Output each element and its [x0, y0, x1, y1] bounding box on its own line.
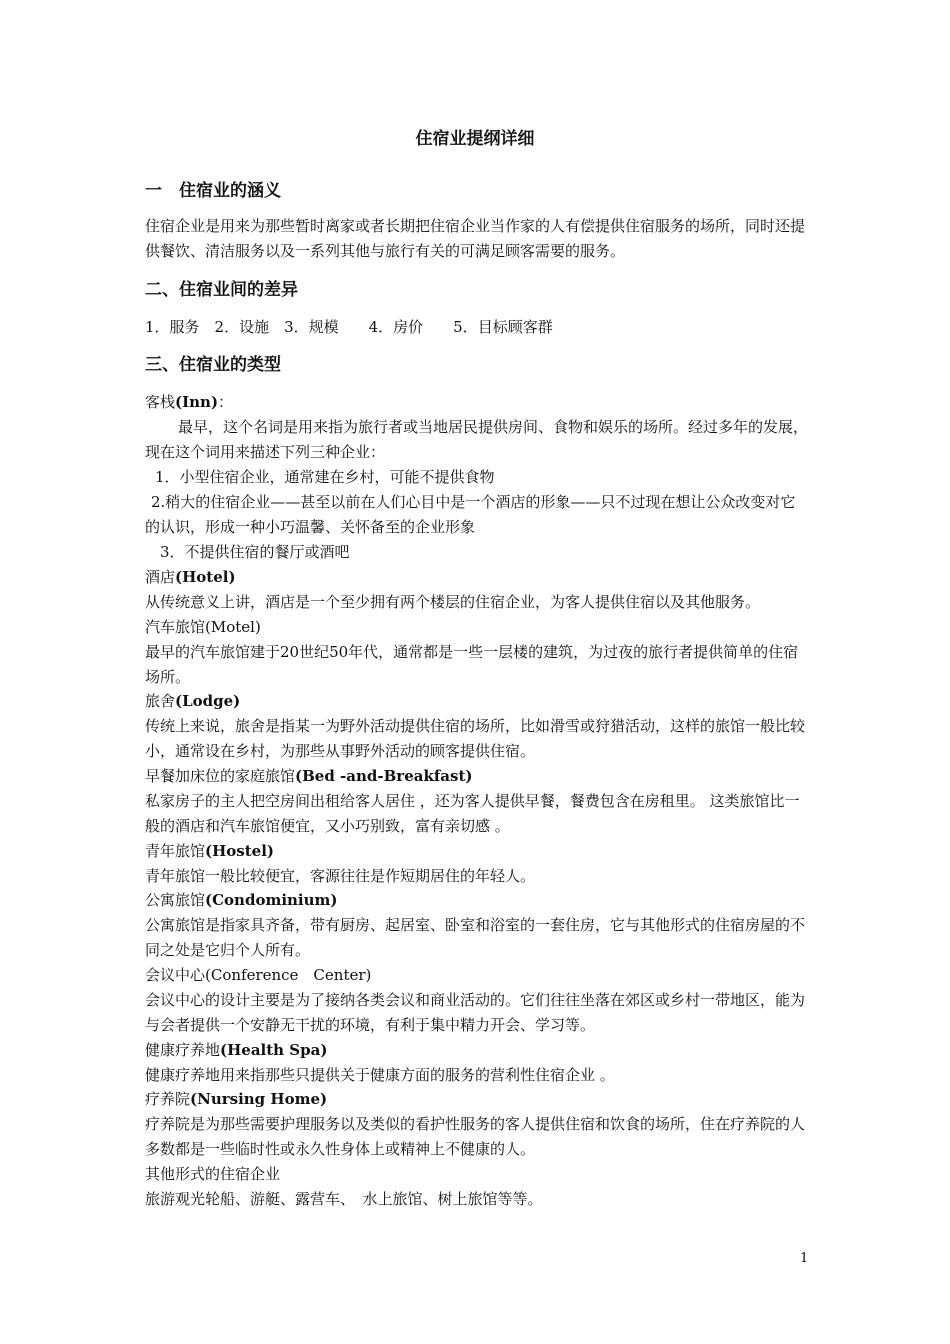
type-bnb-heading: 早餐加床位的家庭旅馆(Bed -and-Breakfast): [145, 767, 473, 785]
type-hostel-paragraph: 青年旅馆一般比较便宜，客源往往是作短期居住的年轻人。: [145, 867, 536, 885]
type-inn-paragraph: 最早，这个名词是用来指为旅行者或当地居民提供房间、食物和娱乐的场所。经过多年的发展，现在这个词用来描述下列三种企业：: [145, 418, 809, 461]
type-other-paragraph: 旅游观光轮船、游艇、露营车、 水上旅馆、树上旅馆等等。: [145, 1190, 543, 1208]
type-condo-heading: 公寓旅馆(Condominium): [145, 891, 338, 909]
section-1-heading: 一 住宿业的涵义: [145, 181, 281, 201]
type-hotel-paragraph: 从传统意义上讲，酒店是一个至少拥有两个楼层的住宿企业，为客人提供住宿以及其他服务。: [145, 593, 761, 611]
inn-item-1: 1．小型住宿企业，通常建在乡村，可能不提供食物: [155, 468, 495, 486]
type-other-heading: 其他形式的住宿企业: [145, 1165, 281, 1183]
type-condo-paragraph: 公寓旅馆是指家具齐备，带有厨房、起居室、卧室和浴室的一套住房，它与其他形式的住宿房屋的不同之处是它归个人所有。: [145, 916, 806, 959]
type-bnb-paragraph: 私家房子的主人把空房间出租给客人居住 ，还为客人提供早餐，餐费包含在房租里。 这类旅馆比一般的酒店和汽车旅馆便宜，又小巧别致，富有亲切感 。: [145, 792, 800, 835]
inn-item-3: 3．不提供住宿的餐厅或酒吧: [160, 543, 350, 561]
type-nursing-heading: 疗养院(Nursing Home): [145, 1090, 328, 1108]
type-conference-paragraph: 会议中心的设计主要是为了接纳各类会议和商业活动的。它们往往坐落在郊区或乡村一带地区，能为与会者提供一个安静无干扰的环境，有利于集中精力开会、学习等。: [145, 991, 806, 1034]
document-title: 住宿业提纲详细: [415, 129, 535, 149]
section-3-heading: 三、住宿业的类型: [145, 355, 281, 375]
type-spa-heading: 健康疗养地(Health Spa): [145, 1041, 328, 1059]
type-hostel-heading: 青年旅馆(Hostel): [145, 842, 275, 860]
type-lodge-heading: 旅舍(Lodge): [145, 692, 241, 710]
type-motel-heading: 汽车旅馆(Motel): [145, 618, 261, 636]
section-2-heading: 二、住宿业间的差异: [145, 280, 298, 300]
page-number: 1: [800, 1251, 809, 1266]
type-motel-paragraph: 最早的汽车旅馆建于20世纪50年代，通常都是一些一层楼的建筑，为过夜的旅行者提供简单的住宿场所。: [145, 643, 799, 686]
inn-item-2: 2.稍大的住宿企业——甚至以前在人们心目中是一个酒店的形象——只不过现在想让公众改变对它的认识，形成一种小巧温馨、关怀备至的企业形象: [145, 493, 796, 536]
type-conference-heading: 会议中心(Conference Center): [145, 966, 372, 984]
type-nursing-paragraph: 疗养院是为那些需要护理服务以及类似的看护性服务的客人提供住宿和饮食的场所，住在疗养院的人多数都是一些临时性或永久性身体上或精神上不健康的人。: [145, 1115, 806, 1158]
differences-list: 1．服务 2．设施 3．规模 4．房价 5．目标顾客群: [145, 318, 553, 336]
type-hotel-heading: 酒店(Hotel): [145, 568, 236, 586]
section-1-paragraph: 住宿企业是用来为那些暂时离家或者长期把住宿企业当作家的人有偿提供住宿服务的场所，同时还提供餐饮、清洁服务以及一系列其他与旅行有关的可满足顾客需要的服务。: [145, 217, 806, 260]
type-lodge-paragraph: 传统上来说，旅舍是指某一为野外活动提供住宿的场所，比如滑雪或狩猎活动，这样的旅馆一般比较小，通常设在乡村，为那些从事野外活动的顾客提供住宿。: [145, 717, 806, 760]
type-spa-paragraph: 健康疗养地用来指那些只提供关于健康方面的服务的营利性住宿企业 。: [145, 1066, 615, 1084]
type-inn-heading: 客栈(Inn)：: [145, 393, 234, 411]
